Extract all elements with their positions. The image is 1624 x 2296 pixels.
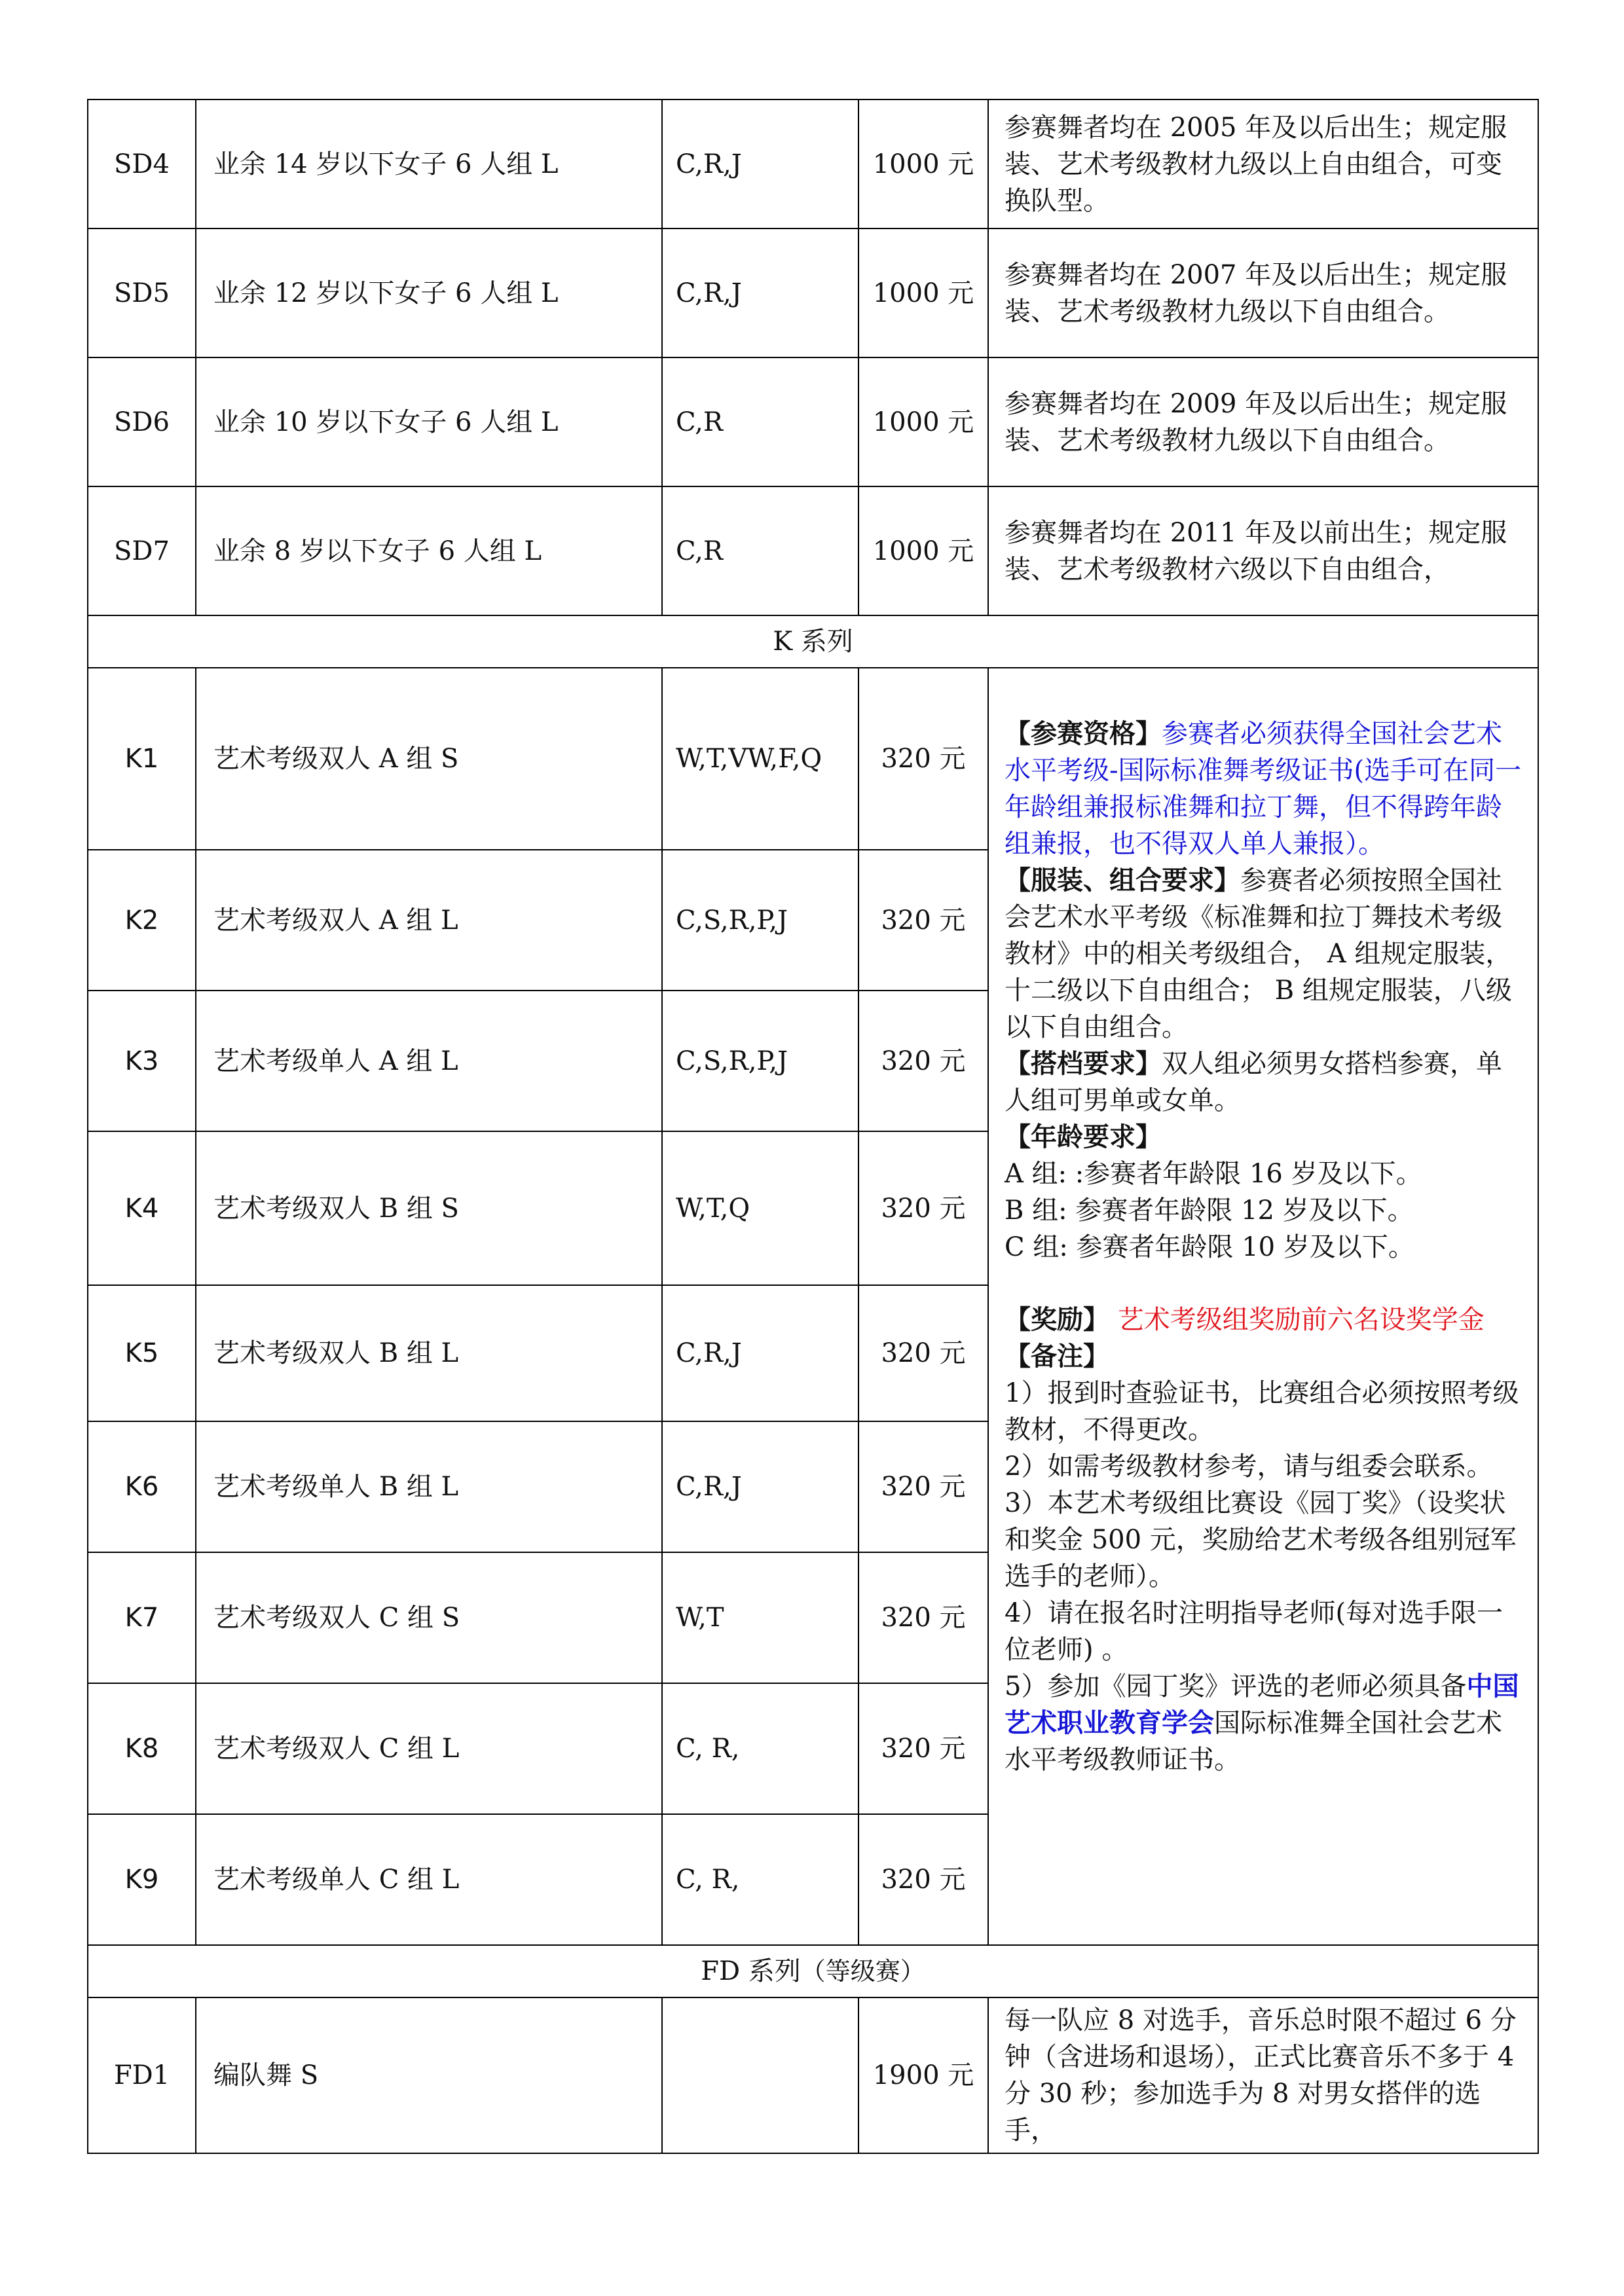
- event-name: 艺术考级双人 A 组 L: [196, 850, 662, 991]
- award-label: 【奖励】: [1005, 1304, 1109, 1335]
- event-dances: [662, 1997, 858, 2153]
- event-dances: C, R,: [662, 1814, 858, 1945]
- age-b: B 组: 参赛者年龄限 12 岁及以下。: [1005, 1195, 1414, 1226]
- event-dances: C,R,J: [662, 1421, 858, 1552]
- event-code: SD7: [88, 486, 196, 615]
- section-header-row: [88, 1945, 1538, 1997]
- event-fee: 320 元: [858, 1421, 988, 1552]
- event-name: 业余 14 岁以下女子 6 人组 L: [196, 100, 662, 228]
- event-note: 参赛舞者均在 2009 年及以后出生；规定服装、艺术考级教材九级以下自由组合。: [988, 357, 1538, 486]
- event-name: 艺术考级单人 B 组 L: [196, 1421, 662, 1552]
- remark-5-org: 中国艺术职业教育学会: [1005, 1671, 1519, 1738]
- event-dances: C,R,J: [662, 1285, 858, 1421]
- table-row: [88, 668, 1538, 850]
- event-note: 参赛舞者均在 2011 年及以前出生；规定服装、艺术考级教材六级以下自由组合，: [988, 486, 1538, 615]
- fd-subtitle: （等级赛）: [800, 1957, 925, 1986]
- event-name: 艺术考级单人 A 组 L: [196, 991, 662, 1131]
- table-row: [88, 486, 1538, 615]
- event-code: K9: [88, 1814, 196, 1945]
- event-fee: 320 元: [858, 1552, 988, 1683]
- k-rules-cell: [988, 668, 1538, 1945]
- event-fee: 320 元: [858, 1131, 988, 1285]
- remark-1: 1）报到时查验证书，比赛组合必须按照考级教材，不得更改。: [1005, 1378, 1519, 1445]
- event-name: 业余 10 岁以下女子 6 人组 L: [196, 357, 662, 486]
- partner-label: 【搭档要求】: [1005, 1048, 1162, 1079]
- event-code: K5: [88, 1285, 196, 1421]
- event-fee: 1900 元: [858, 1997, 988, 2153]
- age-a: A 组: :参赛者年龄限 16 岁及以下。: [1005, 1159, 1422, 1189]
- event-code: FD1: [88, 1997, 196, 2153]
- event-name: 艺术考级双人 B 组 L: [196, 1285, 662, 1421]
- event-fee: 1000 元: [858, 486, 988, 615]
- qual-text: 参赛者必须获得全国社会艺术水平考级-国际标准舞考级证书(选手可在同一年龄组兼报标准舞和拉丁舞，但不得跨年龄组兼报，也不得双人单人兼报）。: [1005, 719, 1522, 859]
- event-code: K6: [88, 1421, 196, 1552]
- event-name: 艺术考级双人 B 组 S: [196, 1131, 662, 1285]
- event-fee: 1000 元: [858, 100, 988, 228]
- event-name: 业余 8 岁以下女子 6 人组 L: [196, 486, 662, 615]
- event-dances: C,S,R,P,J: [662, 991, 858, 1131]
- section-title-k: K 系列: [88, 615, 1538, 668]
- event-dances: W,T,Q: [662, 1131, 858, 1285]
- remark-5a: 5）参加《园丁奖》评选的老师必须具备: [1005, 1671, 1467, 1702]
- event-dances: C,R: [662, 486, 858, 615]
- event-code: K7: [88, 1552, 196, 1683]
- table-row: [88, 228, 1538, 357]
- age-c: C 组: 参赛者年龄限 10 岁及以下。: [1005, 1232, 1414, 1262]
- event-fee: 1000 元: [858, 357, 988, 486]
- event-name: 编队舞 S: [196, 1997, 662, 2153]
- fd-title: FD 系列: [701, 1956, 801, 1986]
- event-dances: C,R: [662, 357, 858, 486]
- section-header-row: [88, 615, 1538, 668]
- event-fee: 320 元: [858, 1814, 988, 1945]
- event-name: 艺术考级双人 A 组 S: [196, 668, 662, 850]
- costume-text: 参赛者必须按照全国社会艺术水平考级《标准舞和拉丁舞技术考级教材》中的相关考级组合， A 组规定服装，十二级以下自由组合； B 组规定服装，八级以下自由组合。: [1005, 866, 1512, 1042]
- table-row: [88, 1997, 1538, 2153]
- age-label: 【年龄要求】: [1005, 1121, 1162, 1152]
- event-dances: C,R,J: [662, 100, 858, 228]
- event-code: K3: [88, 991, 196, 1131]
- competition-table: [87, 99, 1539, 2154]
- event-dances: C,S,R,P,J: [662, 850, 858, 991]
- event-code: K1: [88, 668, 196, 850]
- event-note: 每一队应 8 对选手，音乐总时限不超过 6 分钟（含进场和退场），正式比赛音乐不多于 4 分 30 秒；参加选手为 8 对男女搭伴的选手，: [988, 1997, 1538, 2153]
- event-dances: C,R,J: [662, 228, 858, 357]
- remark-4: 4）请在报名时注明指导老师(每对选手限一位老师) 。: [1005, 1598, 1504, 1665]
- event-dances: C, R,: [662, 1683, 858, 1814]
- table-row: [88, 357, 1538, 486]
- event-name: 业余 12 岁以下女子 6 人组 L: [196, 228, 662, 357]
- event-code: SD5: [88, 228, 196, 357]
- event-name: 艺术考级双人 C 组 L: [196, 1683, 662, 1814]
- remark-3: 3）本艺术考级组比赛设《园丁奖》（设奖状和奖金 500 元，奖励给艺术考级各组别冠军选手的老师）。: [1005, 1488, 1517, 1592]
- remark-label: 【备注】: [1005, 1341, 1109, 1372]
- event-dances: W,T: [662, 1552, 858, 1683]
- event-fee: 320 元: [858, 1683, 988, 1814]
- remark-5c: 国际标准舞全国社会艺术水平考级教师证书。: [1005, 1708, 1502, 1775]
- event-code: K2: [88, 850, 196, 991]
- award-text: 艺术考级组奖励前六名设奖学金: [1109, 1305, 1485, 1335]
- event-fee: 320 元: [858, 850, 988, 991]
- qual-label: 【参赛资格】: [1005, 718, 1162, 749]
- event-code: SD6: [88, 357, 196, 486]
- event-name: 艺术考级双人 C 组 S: [196, 1552, 662, 1683]
- event-note: 参赛舞者均在 2005 年及以后出生；规定服装、艺术考级教材九级以上自由组合，可变换队型。: [988, 100, 1538, 228]
- event-dances: W,T,VW,F,Q: [662, 668, 858, 850]
- remark-2: 2）如需考级教材参考，请与组委会联系。: [1005, 1451, 1493, 1482]
- event-code: K8: [88, 1683, 196, 1814]
- event-code: SD4: [88, 100, 196, 228]
- event-fee: 320 元: [858, 1285, 988, 1421]
- event-fee: 1000 元: [858, 228, 988, 357]
- event-name: 艺术考级单人 C 组 L: [196, 1814, 662, 1945]
- event-fee: 320 元: [858, 991, 988, 1131]
- event-code: K4: [88, 1131, 196, 1285]
- event-note: 参赛舞者均在 2007 年及以后出生；规定服装、艺术考级教材九级以下自由组合。: [988, 228, 1538, 357]
- section-title-fd: [88, 1945, 1538, 1997]
- event-fee: 320 元: [858, 668, 988, 850]
- costume-label: 【服装、组合要求】: [1005, 865, 1240, 896]
- partner-text: 双人组必须男女搭档参赛，单人组可男单或女单。: [1005, 1049, 1502, 1116]
- table-row: [88, 100, 1538, 228]
